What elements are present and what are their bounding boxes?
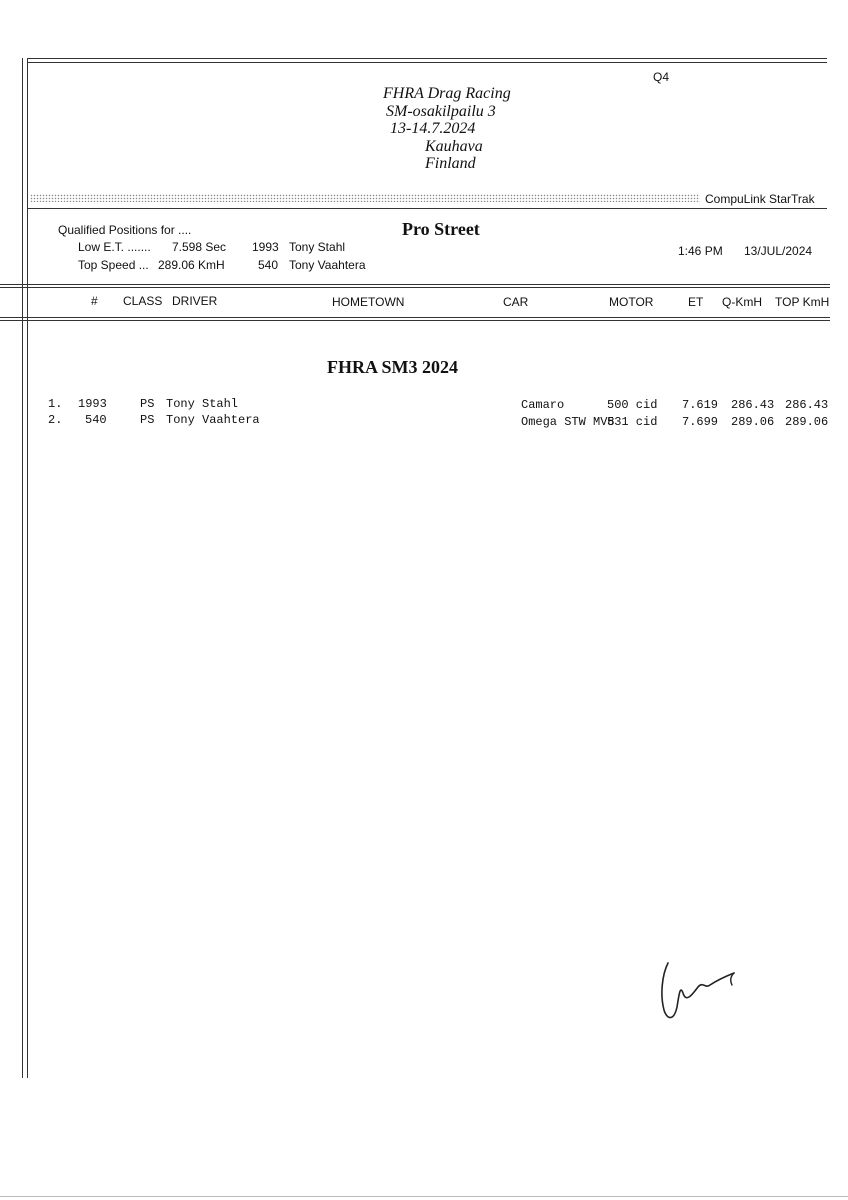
col-car: CAR	[503, 295, 529, 309]
col-hometown: HOMETOWN	[332, 295, 405, 309]
low-et-label: Low E.T. .......	[78, 240, 151, 254]
low-et-number: 1993	[252, 240, 279, 254]
top-speed-number: 540	[258, 258, 279, 272]
column-header-top-line	[0, 284, 830, 285]
col-driver: DRIVER	[172, 294, 218, 308]
row-motor: 500 cid	[607, 398, 658, 412]
event-dates: 13-14.7.2024	[390, 120, 476, 137]
column-header-bottom-line-2	[0, 320, 830, 321]
row-position: 2.	[48, 413, 63, 427]
row-driver: Tony Stahl	[166, 397, 239, 411]
event-city: Kauhava	[425, 138, 483, 155]
top-speed-driver: Tony Vaahtera	[289, 258, 366, 272]
top-border-line-2	[27, 62, 827, 63]
qualified-label: Qualified Positions for ....	[58, 223, 192, 237]
class-title: Pro Street	[402, 219, 480, 239]
col-motor: MOTOR	[609, 295, 654, 309]
row-class: PS	[140, 413, 155, 427]
low-et-value: 7.598 Sec	[172, 240, 227, 254]
row-top-kmh: 286.43	[785, 398, 829, 412]
col-num: #	[91, 294, 98, 308]
row-top-kmh: 289.06	[785, 415, 829, 429]
row-motor: 531 cid	[607, 415, 658, 429]
column-header-top-line-2	[0, 287, 830, 288]
row-driver: Tony Vaahtera	[166, 413, 260, 427]
report-time: 1:46 PM	[678, 244, 723, 258]
row-et: 7.619	[682, 398, 719, 412]
report-code: Q4	[653, 70, 670, 84]
column-header-bottom-line	[0, 317, 830, 318]
bottom-edge-line	[0, 1196, 848, 1197]
top-speed-value: 289.06 KmH	[158, 258, 225, 272]
row-car: Omega STW MV8	[521, 415, 615, 429]
top-speed-label: Top Speed ...	[78, 258, 149, 272]
left-border-inner	[27, 58, 28, 1078]
col-class: CLASS	[123, 294, 163, 308]
dotted-separator	[30, 194, 700, 202]
row-number: 540	[85, 413, 107, 427]
row-q-kmh: 289.06	[731, 415, 775, 429]
col-et: ET	[688, 295, 704, 309]
row-position: 1.	[48, 397, 63, 411]
report-date: 13/JUL/2024	[744, 244, 813, 258]
event-subtitle: SM-osakilpailu 3	[386, 103, 496, 120]
row-et: 7.699	[682, 415, 719, 429]
left-border-outer	[22, 58, 23, 1078]
section-title: FHRA SM3 2024	[327, 357, 459, 377]
col-q-kmh: Q-KmH	[722, 295, 762, 309]
row-number: 1993	[78, 397, 107, 411]
system-name: CompuLink StarTrak	[705, 192, 815, 206]
low-et-driver: Tony Stahl	[289, 240, 346, 254]
handwritten-signature	[650, 955, 745, 1030]
header-divider	[27, 208, 827, 209]
event-country: Finland	[425, 155, 476, 172]
row-class: PS	[140, 397, 155, 411]
row-q-kmh: 286.43	[731, 398, 775, 412]
row-car: Camaro	[521, 398, 565, 412]
top-border-line	[27, 58, 827, 59]
col-top-kmh: TOP KmH	[775, 295, 830, 309]
event-title: FHRA Drag Racing	[383, 85, 511, 102]
